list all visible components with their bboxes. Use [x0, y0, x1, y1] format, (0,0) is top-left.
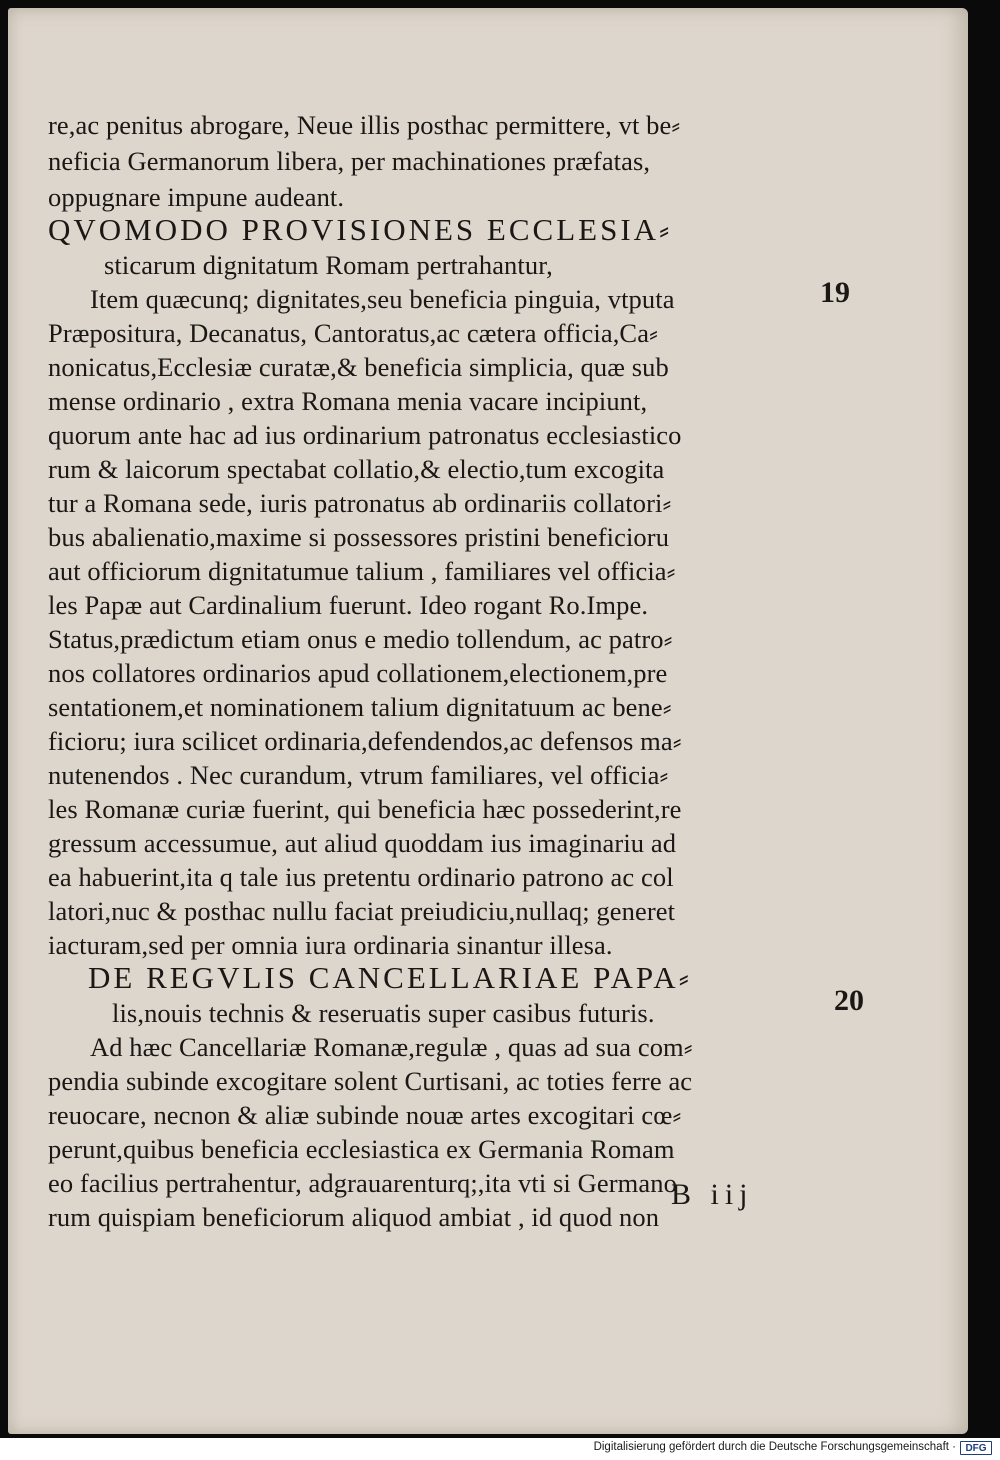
text-line: nos collatores ordinarios apud collationem,electionem,pre — [48, 658, 668, 688]
footer-bar — [0, 1438, 1000, 1460]
text-line: nonicatus,Ecclesiæ curatæ,& beneficia simplicia, quæ sub — [48, 352, 669, 382]
signature-mark: B iij — [671, 1178, 754, 1211]
text-line: bus abalienatio,maxime si possessores pristini beneficioru — [48, 522, 670, 552]
section-heading: QVOMODO PROVISIONES ECCLESIA⸗ — [48, 212, 673, 247]
marginal-number: 19 — [820, 276, 850, 309]
text-line: tur a Romana sede, iuris patronatus ab ordinariis collatori⸗ — [48, 488, 672, 518]
text-line: ea habuerint,ita q tale ius pretentu ordinario patrono ac col — [48, 862, 674, 892]
text-line: oppugnare impune audeant. — [48, 182, 345, 212]
text-line: rum & laicorum spectabat collatio,& electio,tum excogita — [48, 454, 665, 484]
text-line: les Romanæ curiæ fuerint, qui beneficia hæc possederint,re — [48, 794, 682, 824]
text-line: iacturam,sed per omnia iura ordinaria sinantur illesa. — [48, 930, 613, 960]
text-line: neficia Germanorum libera, per machinationes præfatas, — [48, 146, 651, 176]
text-line: reuocare, necnon & aliæ subinde nouæ artes excogitari cœ⸗ — [48, 1100, 682, 1130]
text-line: quorum ante hac ad ius ordinarium patronatus ecclesiastico — [48, 420, 682, 450]
section-heading: DE REGVLIS CANCELLARIAE PAPA⸗ — [88, 960, 692, 995]
book-page — [8, 8, 968, 1434]
text-line: pendia subinde excogitare solent Curtisani, ac toties ferre ac — [48, 1066, 693, 1096]
text-line: gressum accessumue, aut aliud quoddam ius imaginariu ad — [48, 828, 677, 858]
text-line: ficioru; iura scilicet ordinaria,defendendos,ac defensos ma⸗ — [48, 726, 682, 756]
text-line: Ad hæc Cancellariæ Romanæ,regulæ , quas ad sua com⸗ — [90, 1032, 693, 1062]
text-line: Item quæcunq; dignitates,seu beneficia pinguia, vtputa — [90, 284, 675, 314]
heading-subline: sticarum dignitatum Romam pertrahantur, — [104, 250, 553, 280]
text-line: les Papæ aut Cardinalium fuerunt. Ideo rogant Ro.Impe. — [48, 590, 649, 620]
dfg-logo-icon: DFG — [960, 1441, 992, 1455]
text-line: re,ac penitus abrogare, Neue illis posthac permittere, vt be⸗ — [48, 110, 681, 140]
marginal-number: 20 — [834, 984, 864, 1017]
funding-credit: Digitalisierung gefördert durch die Deutsche Forschungsgemeinschaft · — [593, 1441, 956, 1453]
text-line: eo facilius pertrahentur, adgrauarenturq;,ita vti si Germano — [48, 1168, 677, 1198]
text-line: sentationem,et nominationem talium dignitatuum ac bene⸗ — [48, 692, 672, 722]
text-line: perunt,quibus beneficia ecclesiastica ex Germania Romam — [48, 1134, 675, 1164]
text-line: Status,prædictum etiam onus e medio tollendum, ac patro⸗ — [48, 624, 673, 654]
text-line: mense ordinario , extra Romana menia vacare incipiunt, — [48, 386, 648, 416]
text-line: Præpositura, Decanatus, Cantoratus,ac cætera officia,Ca⸗ — [48, 318, 658, 348]
text-line: nutenendos . Nec curandum, vtrum familiares, vel officia⸗ — [48, 760, 669, 790]
heading-subline: lis,nouis technis & reseruatis super casibus futuris. — [112, 998, 655, 1028]
text-line: rum quispiam beneficiorum aliquod ambiat , id quod non — [48, 1202, 660, 1232]
text-line: aut officiorum dignitatumue talium , familiares vel officia⸗ — [48, 556, 676, 586]
text-line: latori,nuc & posthac nullu faciat preiudiciu,nullaq; generet — [48, 896, 676, 926]
